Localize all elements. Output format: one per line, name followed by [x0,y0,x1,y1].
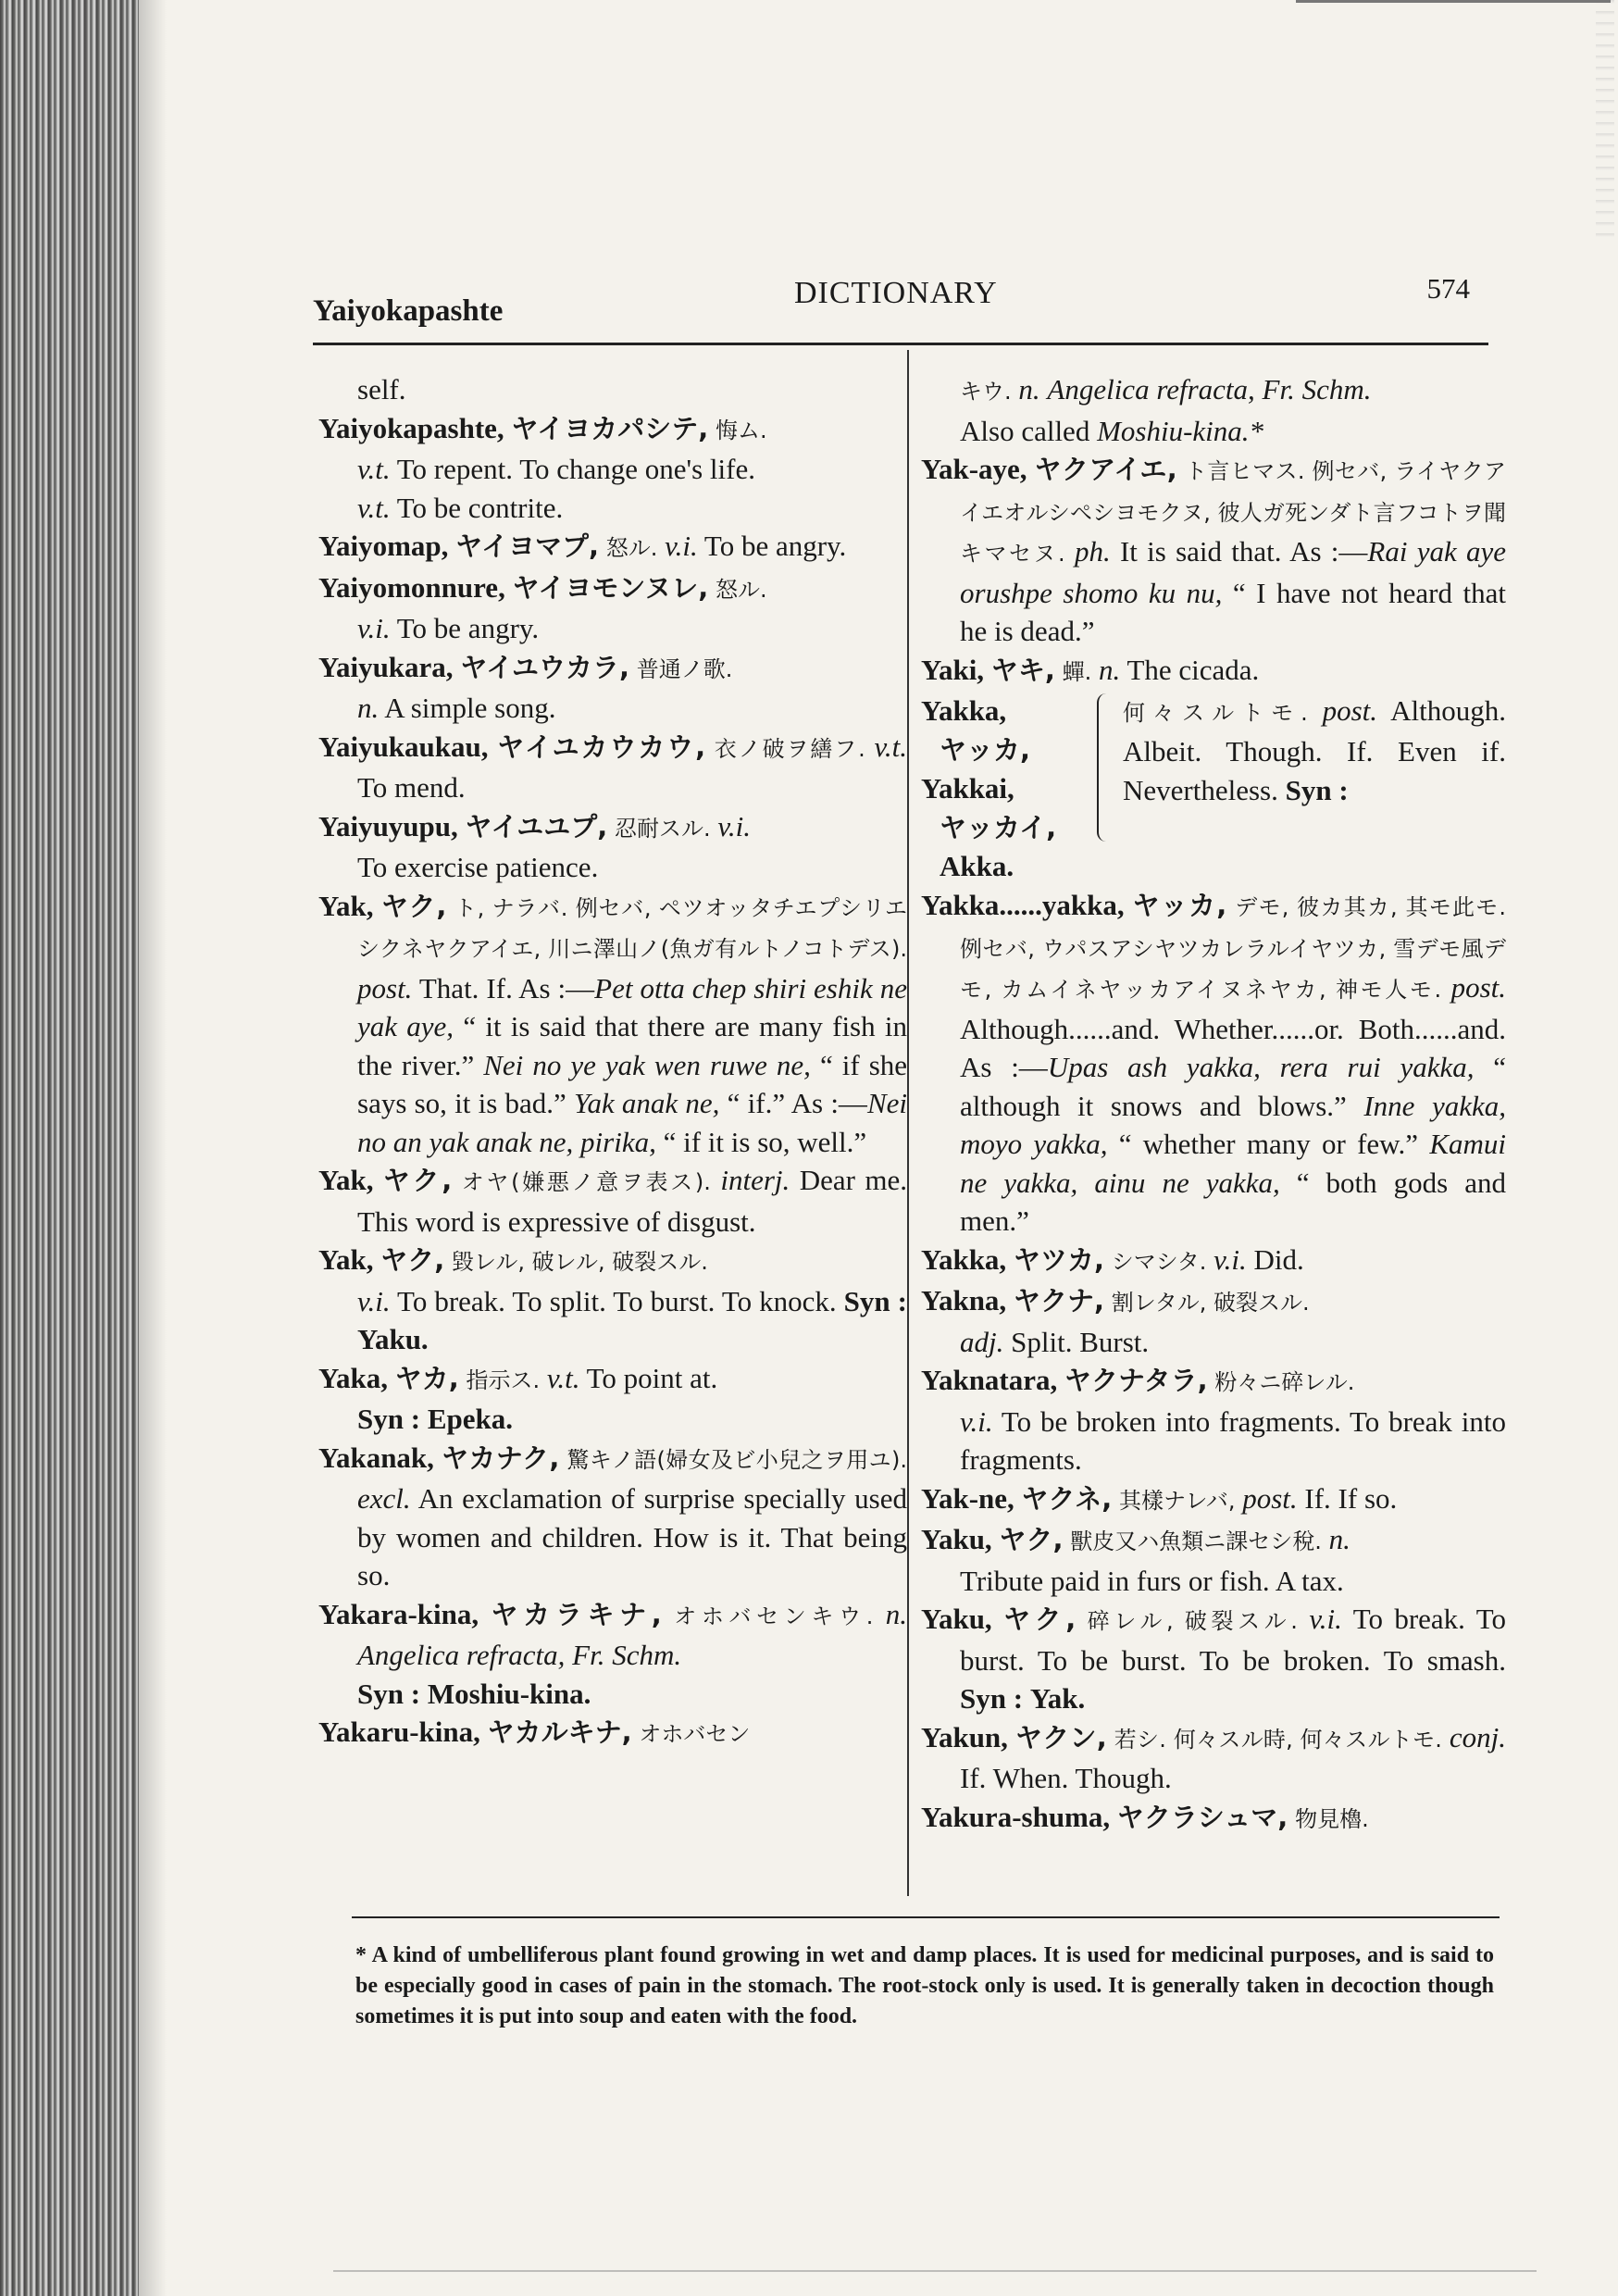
japanese-gloss: 何々スルトモ. [1123,700,1308,726]
part-of-speech: post. [357,971,413,1004]
left-column [318,370,907,1754]
scientific-name: Angelica refracta, Fr. Schm. [357,1639,682,1671]
headword-kana: ヤキ, [990,654,1055,686]
dictionary-entry [921,1241,1506,1282]
headword: Yaka, [318,1361,388,1394]
header-rule [313,343,1488,345]
ainu-example: Nei no an yak anak ne, pirika, [357,1087,907,1158]
headword-kana: ヤクン, [1014,1721,1107,1753]
headword-kana: ヤク, [1003,1603,1077,1635]
japanese-gloss: ト言ヒマス. 例セバ, ライヤクアイエオルシペシヨモクヌ, 彼人ガ死ンダト言フコトヲ聞キマセヌ. [960,458,1507,567]
japanese-gloss: ト, ナラバ. 例セバ, ペツオッタチエプシリエシクネヤクアイエ, 川ニ澤山ノ(魚ガ有ルトノコトデス). [357,894,908,962]
part-of-speech: v.t. [874,730,908,763]
headword: Yaiyuyupu, [318,809,458,842]
ainu-example: Yak anak ne, [574,1087,720,1119]
japanese-gloss: 物見櫓. [1295,1805,1369,1832]
definition: To exercise patience. [357,851,599,883]
top-page-edge [1296,0,1611,3]
japanese-gloss: 普通ノ歌. [636,655,733,682]
headword: Yaiyukaukau, [318,730,489,763]
headword: Yakanak, [318,1441,434,1474]
synonym-label: Syn : [357,1403,421,1435]
definition: To be broken into fragments. To break into fragments. [960,1404,1506,1476]
dictionary-entry [318,1439,907,1595]
running-head: Yaiyokapashte [313,294,504,328]
part-of-speech: adj. [960,1325,1004,1358]
part-of-speech: n. [357,692,380,724]
dictionary-entry [318,1359,907,1439]
synonym-label: Syn : [843,1284,907,1317]
japanese-gloss: 蟬. [1062,658,1092,685]
grouped-headwords [921,692,1097,886]
part-of-speech: v.i. [960,1404,993,1438]
headword: Yakka, [921,1242,1007,1276]
definition: Tribute paid in furs or fish. A tax. [960,1564,1344,1597]
headword-kana: ヤカ, [394,1362,459,1394]
headword-kana: ヤイヨマプ, [455,530,599,562]
headword: Akka. [940,850,1014,882]
translation: “ although it snows and blows.” [960,1051,1507,1122]
synonym-label: Syn : [357,1677,421,1710]
scientific-name: Angelica refracta, Fr. Schm. [1047,373,1372,406]
dictionary-entry [921,1600,1506,1718]
japanese-gloss: 指示ス. [466,1366,541,1393]
part-of-speech: v.i. [1214,1242,1247,1276]
dictionary-entry [921,1361,1506,1479]
ainu-example: Pet otta chep shiri eshik ne yak aye, [357,971,907,1042]
japanese-gloss: キウ. [960,379,1012,405]
synonym-label: Syn : [1285,774,1349,806]
bottom-scan-line [333,2270,1537,2272]
definition: Although......and. Whether......or. Both......and. As :— [960,1012,1506,1083]
part-of-speech: v.t. [357,453,391,485]
ainu-example: Rai yak aye orushpe shomo ku nu, [960,535,1506,609]
dictionary-entry [921,886,1506,1241]
japanese-gloss: オホバセン [639,1721,751,1747]
japanese-gloss: 悔ム. [716,417,767,443]
japanese-gloss: 割レタル, 破裂スル. [1111,1290,1310,1316]
japanese-gloss: 粉々ニ碎レル. [1214,1369,1355,1395]
headword-kana: ヤッカ, [1132,890,1227,921]
headword-kana: ヤイユユプ, [465,810,608,842]
dictionary-entry [921,1520,1506,1600]
dictionary-entry [921,1479,1506,1521]
definition: Split. Burst. [1011,1325,1150,1358]
headword: Yakaru-kina, [318,1716,480,1748]
headword-kana: ヤクラシュマ, [1116,1801,1288,1833]
headword: Yaku, [921,1523,992,1555]
japanese-gloss: 若シ. 何々スル時, 何々スルトモ. [1114,1726,1442,1753]
japanese-gloss: シマシタ. [1111,1248,1207,1275]
part-of-speech: v.t. [546,1361,580,1394]
ainu-example: Upas ash yakka, rera rui yakka, [1047,1051,1475,1083]
part-of-speech: v.i. [717,809,751,842]
part-of-speech: post. [1450,971,1507,1004]
part-of-speech: v.i. [357,1284,391,1317]
column-divider [907,350,909,1896]
dictionary-entry [921,651,1506,693]
definition: To be angry. [703,530,847,562]
headword: Yak, [318,889,374,922]
page-edge-speckle [1596,0,1614,241]
part-of-speech: v.i. [665,530,698,562]
headword: Yakara-kina, [318,1597,479,1630]
definition: To mend. [357,771,466,804]
ainu-example: Inne yakka, moyo yakka, [960,1089,1507,1160]
dictionary-entry [318,409,907,528]
headword-kana: ヤク, [999,1524,1064,1555]
headword: Yak-ne, [921,1481,1014,1515]
page-number: 574 [1426,272,1470,305]
japanese-gloss: 怒ル. [716,576,767,603]
definition: If. When. Though. [960,1762,1172,1794]
japanese-gloss: 驚キノ語(婦女及ビ小兒之ヲ用ユ). [566,1446,908,1473]
japanese-gloss: 衣ノ破ヲ繕フ. [714,735,865,762]
dictionary-entry [921,450,1506,651]
part-of-speech: n. [885,1597,908,1630]
dictionary-entry [921,1798,1506,1840]
headword: Yaiyomap, [318,530,449,562]
definition: It is said that. As :— [1119,535,1368,568]
definition: To point at. [586,1361,718,1394]
part-of-speech: conj. [1449,1720,1506,1753]
dictionary-entry [921,1718,1506,1798]
dictionary-entry [318,728,907,807]
definition: Did. [1253,1242,1304,1276]
part-of-speech: v.i. [1309,1603,1342,1635]
ainu-example: Kamui ne yakka, ainu ne yakka, [960,1128,1506,1199]
headword-kana: ヤカラキナ, [491,1598,662,1630]
dictionary-entry [921,1281,1506,1361]
definition: The cicada. [1126,653,1260,686]
japanese-gloss: 怒ル. [605,535,658,561]
synonym: Moshiu-kina. [427,1677,591,1710]
headword-kana: ヤッカ, [940,734,1031,766]
japanese-gloss: オホバセンキウ. [674,1603,874,1629]
headword-kana: ヤイヨカパシテ, [511,412,709,444]
definition: To break. To burst. To be burst. To be broken. To smash. [960,1603,1507,1677]
headword: Yak-aye, [921,453,1027,485]
headword: Yak, [318,1243,374,1276]
headword-kana: ヤッカイ, [940,812,1057,843]
also-called-name: Moshiu-kina.* [1097,414,1264,447]
headword: Yak, [318,1164,374,1196]
japanese-gloss: オヤ(嫌悪ノ意ヲ表ス). [461,1169,711,1195]
japanese-gloss: 毀レル, 破レル, 破裂スル. [451,1249,708,1275]
definition: Dear me. This word is expressive of disgust. [357,1164,908,1238]
page-title: DICTIONARY [794,276,998,310]
definition: If. If so. [1304,1481,1398,1515]
right-column [921,370,1506,1839]
synonym: Yaku. [357,1323,429,1355]
headword-kana: ヤカナク, [442,1441,560,1474]
translation: “ if it is so, well.” [663,1125,867,1158]
headword-kana: ヤク, [380,890,447,922]
headword-kana: ヤク, [380,1244,445,1276]
page-header [313,268,1498,328]
dictionary-entry [318,1713,907,1754]
headword-kana: ヤカルキナ, [487,1716,632,1748]
headword: Yaku, [921,1603,992,1635]
headword-kana: ヤイユカウカウ, [497,730,706,763]
footnote-rule [352,1916,1500,1918]
footnote: * A kind of umbelliferous plant found growing in wet and damp places. It is used for medicinal purposes, and is said to be especially good in cases of pain in the stomach. The root-stock only is used. It is generally taken in decoction though sometimes it is put into soup and eaten with the food. [355,1943,1494,2028]
synonym: Epeka. [427,1403,513,1435]
dictionary-entry [318,1241,907,1359]
translation: “ both gods and men.” [960,1166,1507,1237]
definition: That. If. As :— [418,971,595,1004]
headword-kana: ヤク, [382,1165,453,1196]
definition: An exclamation of surprise specially used by women and children. How is it. That being so. [357,1482,907,1591]
part-of-speech: excl. [357,1482,411,1515]
translation: “ if.” As :— [727,1087,867,1119]
headword: Yakka......yakka, [921,889,1125,921]
translation: “ it is said that there are many fish in the river.” [357,1010,907,1081]
headword: Yaki, [921,653,985,686]
definition: To break. To split. To burst. To knock. [397,1284,837,1317]
dictionary-entry [318,527,907,568]
ainu-example: Nei no ye yak wen ruwe ne, [483,1048,811,1081]
brace-icon [1097,693,1114,842]
translation: “ if she says so, it is bad.” [357,1048,908,1119]
japanese-gloss: 碎レル, 破裂スル. [1087,1608,1298,1634]
dictionary-entry [318,807,907,887]
translation: “ whether many or few.” [1118,1128,1419,1160]
headword: Yakkai, [921,772,1014,805]
book-binding-shadow [0,0,139,2296]
part-of-speech: n. [1328,1523,1350,1555]
definition: To be contrite. [396,491,564,524]
headword: Yaiyokapashte, [318,411,504,444]
synonym-label: Syn : [960,1682,1024,1715]
definition: Although. Albeit. Though. If. Even if. Nevertheless. [1123,694,1506,806]
part-of-speech: post. [1322,694,1378,727]
headword-kana: ヤイユウカラ, [460,651,630,683]
headword: Yakka, [921,694,1007,727]
dictionary-entry [318,1161,907,1241]
continuation-text: self. [357,373,406,406]
dictionary-entry [318,648,907,728]
headword: Yaknatara, [921,1364,1058,1396]
dictionary-entry [318,1595,907,1714]
definition: Also called [960,414,1090,447]
japanese-gloss: 其樣ナレバ, [1119,1487,1236,1514]
dictionary-entry [318,887,907,1162]
japanese-gloss: デモ, 彼カ其カ, 其モ此モ. 例セバ, ウパスアシヤツカレラルイヤツカ, 雪デモ風デモ, カムイネヤッカアイヌネヤカ, 神モ人モ. [960,894,1506,1003]
headword-kana: ヤクネ, [1021,1482,1113,1515]
definition: A simple song. [384,692,556,724]
headword: Yakun, [921,1720,1008,1753]
headword-kana: ヤクアイエ, [1034,454,1177,485]
part-of-speech: v.t. [357,491,391,524]
japanese-gloss: 獸皮又ハ魚類ニ課セシ稅. [1070,1529,1322,1554]
definition: To be angry. [396,612,540,644]
headword-kana: ヤクナタラ, [1064,1365,1208,1396]
dictionary-entry [318,568,907,648]
part-of-speech: v.i. [357,612,391,644]
gutter-shadow [139,0,167,2296]
headword: Yakna, [921,1284,1007,1316]
part-of-speech: n. [1098,653,1121,686]
grouped-entry [921,692,1506,886]
headword: Yaiyomonnure, [318,570,505,604]
japanese-gloss: 忍耐スル. [614,815,711,842]
continuation-text [921,370,1506,450]
grouped-definition [1123,692,1506,810]
part-of-speech: interj. [720,1164,790,1196]
headword: Yaiyukara, [318,650,454,683]
definition: To repent. To change one's life. [396,453,755,485]
headword: Yakura-shuma, [921,1800,1111,1833]
synonym: Yak. [1029,1682,1086,1715]
headword-kana: ヤクナ, [1013,1285,1104,1316]
part-of-speech: post. [1242,1481,1298,1515]
headword-kana: ヤツカ, [1013,1243,1104,1276]
headword-kana: ヤイヨモンヌレ, [512,571,709,604]
part-of-speech: n. [1018,373,1040,406]
part-of-speech: ph. [1074,535,1111,568]
translation: “ I have not heard that he is dead.” [960,576,1506,647]
